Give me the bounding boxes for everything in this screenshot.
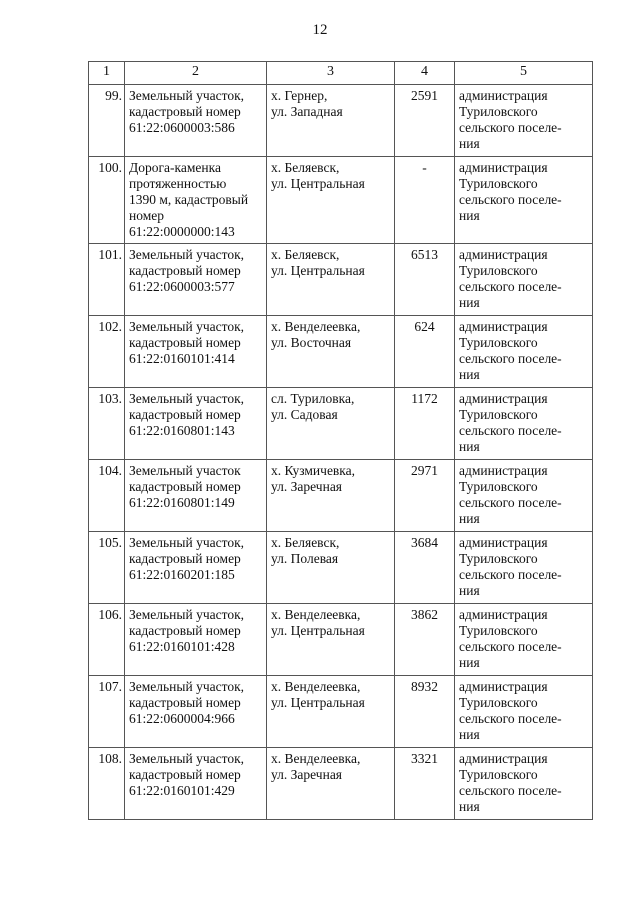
area-cell: - [395,157,455,244]
row-number-cell: 103. [89,388,125,460]
holder-cell: администрация Туриловского сельского поселе- ния [455,532,593,604]
address-cell: сл. Туриловка, ул. Садовая [267,388,395,460]
row-number-cell: 104. [89,460,125,532]
property-name-cell: Земельный участок кадастровый номер 61:22:0160801:149 [125,460,267,532]
property-name-cell: Дорога-каменка протяженностью 1390 м, кадастровый номер 61:22:0000000:143 [125,157,267,244]
row-number-cell: 105. [89,532,125,604]
address-cell: х. Венделеевка, ул. Центральная [267,604,395,676]
table-row [89,604,593,676]
table-row [89,157,593,244]
holder-cell: администрация Туриловского сельского поселе- ния [455,85,593,157]
area-cell: 624 [395,316,455,388]
address-cell: х. Беляевск, ул. Полевая [267,532,395,604]
column-header-number: 1 [89,62,125,85]
address-cell: х. Венделеевка, ул. Заречная [267,748,395,820]
address-cell: х. Венделеевка, ул. Центральная [267,676,395,748]
area-cell: 2971 [395,460,455,532]
property-registry-table [88,61,593,820]
table-header-row [89,62,593,85]
property-name-cell: Земельный участок, кадастровый номер 61:22:0160801:143 [125,388,267,460]
holder-cell: администрация Туриловского сельского поселе- ния [455,748,593,820]
row-number-cell: 106. [89,604,125,676]
holder-cell: администрация Туриловского сельского поселе- ния [455,676,593,748]
table-row [89,748,593,820]
page-number: 12 [312,22,328,38]
column-header-name: 2 [125,62,267,85]
area-cell: 6513 [395,244,455,316]
table-row [89,244,593,316]
holder-cell: администрация Туриловского сельского поселе- ния [455,157,593,244]
table-row [89,460,593,532]
column-header-holder: 5 [455,62,593,85]
property-name-cell: Земельный участок, кадастровый номер 61:22:0160201:185 [125,532,267,604]
area-cell: 1172 [395,388,455,460]
address-cell: х. Беляевск, ул. Центральная [267,244,395,316]
holder-cell: администрация Туриловского сельского поселе- ния [455,460,593,532]
area-cell: 3862 [395,604,455,676]
row-number-cell: 108. [89,748,125,820]
table-row [89,676,593,748]
area-cell: 3684 [395,532,455,604]
property-name-cell: Земельный участок, кадастровый номер 61:22:0160101:429 [125,748,267,820]
holder-cell: администрация Туриловского сельского поселе- ния [455,244,593,316]
holder-cell: администрация Туриловского сельского поселе- ния [455,388,593,460]
table-row [89,388,593,460]
address-cell: х. Венделеевка, ул. Восточная [267,316,395,388]
row-number-cell: 101. [89,244,125,316]
holder-cell: администрация Туриловского сельского поселе- ния [455,604,593,676]
area-cell: 2591 [395,85,455,157]
property-name-cell: Земельный участок, кадастровый номер 61:22:0160101:428 [125,604,267,676]
address-cell: х. Кузмичевка, ул. Заречная [267,460,395,532]
row-number-cell: 107. [89,676,125,748]
area-cell: 8932 [395,676,455,748]
property-name-cell: Земельный участок, кадастровый номер 61:22:0600004:966 [125,676,267,748]
address-cell: х. Гернер, ул. Западная [267,85,395,157]
row-number-cell: 100. [89,157,125,244]
table-row [89,85,593,157]
table-row [89,316,593,388]
area-cell: 3321 [395,748,455,820]
table-row [89,532,593,604]
row-number-cell: 99. [89,85,125,157]
property-name-cell: Земельный участок, кадастровый номер 61:22:0600003:577 [125,244,267,316]
column-header-area: 4 [395,62,455,85]
column-header-address: 3 [267,62,395,85]
property-name-cell: Земельный участок, кадастровый номер 61:22:0160101:414 [125,316,267,388]
property-name-cell: Земельный участок, кадастровый номер 61:22:0600003:586 [125,85,267,157]
address-cell: х. Беляевск, ул. Центральная [267,157,395,244]
holder-cell: администрация Туриловского сельского поселе- ния [455,316,593,388]
row-number-cell: 102. [89,316,125,388]
